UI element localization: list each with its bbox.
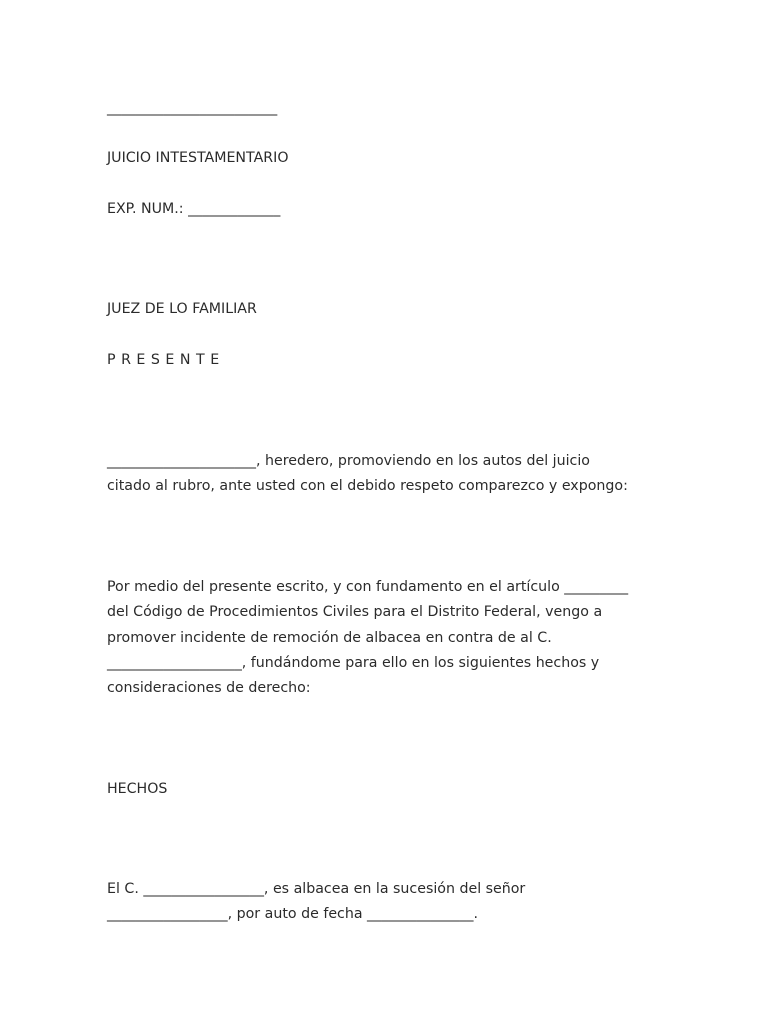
body-line: ___________________, fundándome para ello en los siguientes hechos y <box>107 654 600 671</box>
intro-line: _____________________, heredero, promoviendo en los autos del juicio <box>107 453 590 469</box>
hechos-line: El C. _________________, es albacea en la sucesión del señor <box>107 881 526 897</box>
body-line: promover incidente de remoción de albacea en contra de al C. <box>107 629 552 646</box>
body-line: Por medio del presente escrito, y con fundamento en el artículo _________ <box>107 579 629 595</box>
intro-paragraph <box>107 449 667 500</box>
expediente-number: EXP. NUM.: _____________ <box>107 201 281 217</box>
addressee-judge: JUEZ DE LO FAMILIAR <box>107 301 257 317</box>
intro-line: citado al rubro, ante usted con el debido respeto comparezco y expongo: <box>107 478 628 495</box>
hechos-line: _________________, por auto de fecha _______________. <box>107 906 478 923</box>
header-blank-line: ________________________ <box>107 100 278 116</box>
body-line: consideraciones de derecho: <box>107 680 311 697</box>
hechos-paragraph <box>107 877 667 928</box>
body-paragraph <box>107 575 667 701</box>
hechos-heading: HECHOS <box>107 781 168 797</box>
presente-heading: P R E S E N T E <box>107 352 220 368</box>
body-line: del Código de Procedimientos Civiles para el Distrito Federal, vengo a <box>107 604 603 621</box>
case-title: JUICIO INTESTAMENTARIO <box>107 150 289 166</box>
